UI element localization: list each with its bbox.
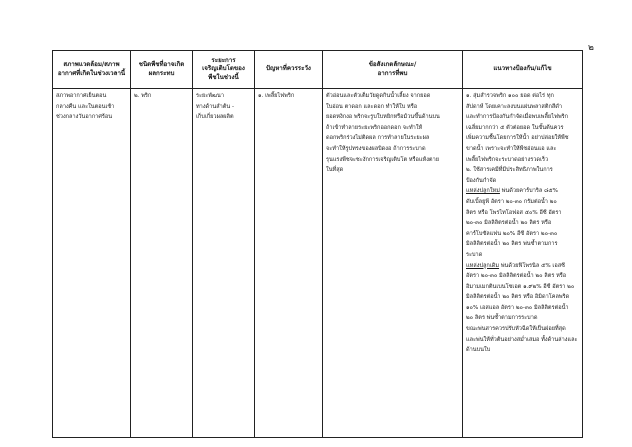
old-area-text: พ่นด้วยฟิโพรนิล ๕% เอสซี อัตรา ๒๐-๓๐ มิลลิลิตรต่อน้ำ ๒๐ ลิตร หรือ อิมามเมกตินเบนโซเอต ๑.๙๒% อีซี อัตรา ๒๐ มิลลิลิตรต่อน้ำ ๒๐ ลิตร หรือ อิมิดาโคลพริด ๑๐% เอสแอล อัตรา ๒๐-๓๐ มิลลิลิตรต่อน้ำ ๒๐ ลิตร พ่นซ้ำตามการระบาด [466, 262, 575, 322]
page-number: ๒ [588, 43, 594, 53]
new-area-text: พ่นด้วยคาร์บาริล ๘๕% ดับเบิ้ลยูพี อัตรา ๒๐-๓๐ กรัมต่อน้ำ ๒๐ ลิตร หรือ โพรไทโอฟอส ๕๐% อีซี อัตรา ๒๐-๓๐ มิลลิลิตรต่อน้ำ ๒๐ ลิตร หรือ คาร์โบซัลแฟน ๒๐% อีซี อัตรา ๒๐-๓๐ มิลลิลิตรต่อน้ำ ๒๐ ลิตร พ่นซ้ำตามการ ระบาด [466, 188, 562, 258]
header-symptoms: ข้อสังเกตลักษณะ/ อาการที่พบ [323, 51, 463, 89]
management-closing-note: ขณะพ่นสารควรปรับหัวฉีดให้เป็นฝอยที่สุด และพ่นให้ทั่วต้นอย่างสม่ำเสมอ ทั้งด้านล่างและด้านบนใบ [466, 326, 578, 354]
header-growth-stage: ระยะการ เจริญเติบโตของ พืชในช่วงนี้ [193, 51, 255, 89]
cell-symptoms: ตัวอ่อนและตัวเต็มวัยดูดกินน้ำเลี้ยง จากยอด ใบอ่อน ตาดอก และดอก ทำให้ใบ หรือ ยอดหงิกงอ พริกจะรูบใบหยิกหรือม้วนขึ้นด้านบน ถ้าเข้าทำลายระยะพริกออกดอก จะทำให้ ดอกพริกร่วงไม่ติดผล การทำลายในระยะผล จะทำให้รูปทรงของผลบิดงอ ถ้าการระบาด รุนแรงพืชจะชะงักการเจริญเติบโต หรือแห้งตาย ในที่สุด [323, 89, 463, 438]
header-condition: สภาพแวดล้อม/สภาพ อากาศที่เกิดในช่วงเวลานี้ [53, 51, 131, 89]
table-header-row [53, 51, 583, 89]
cell-growth-stage: ระยะพัฒนา ทางด้านลำต้น - เก็บเกี่ยวผลผลิต [193, 89, 255, 438]
management-old-area [466, 261, 579, 325]
management-new-area [466, 186, 579, 260]
cell-problem: ๑. เพลี้ยไฟพริก [255, 89, 323, 438]
management-step-2: ๒. ใช้สารเคมีที่มีประสิทธิภาพในการ ป้องกันกำจัด [466, 167, 553, 184]
header-crop: ชนิดพืชที่อาจเกิด ผลกระทบ [131, 51, 193, 89]
management-step-1: ๑. สุ่มสำรวจพริก ๑๐๐ ยอด ต่อไร่ ทุก สัปดาห์ โดยเคาะลงบนแผ่นพลาสติกสีดำ และทำการป้องกันกำจัดเมื่อพบเพลี้ยไฟพริก เฉลี่ยมากกว่า ๕ ตัวต่อยอด ในขั้นต้นควร เพิ่มความชื้นโดยการให้น้ำ อย่าปล่อยให้พืช ขาดน้ำ เพราะจะทำให้พืชอ่อนแอ และ เพลี้ยไฟพริกจะระบาดอย่างรวดเร็ว [466, 93, 569, 163]
cell-crop: ๒. พริก [131, 89, 193, 438]
cell-condition: สภาพอากาศเย็นตอน กลางคืน และในตอนเช้า ช่วงกลางวันอากาศร้อน [53, 89, 131, 438]
old-area-label: แหล่งปลูกเดิม [466, 262, 500, 269]
cell-management [463, 89, 583, 438]
header-management: แนวทางป้องกัน/แก้ไข [463, 51, 583, 89]
header-problem: ปัญหาที่ควรระวัง [255, 51, 323, 89]
pest-advisory-table [52, 50, 583, 438]
new-area-label: แหล่งปลูกใหม่ [466, 188, 500, 195]
table-row [53, 89, 583, 438]
